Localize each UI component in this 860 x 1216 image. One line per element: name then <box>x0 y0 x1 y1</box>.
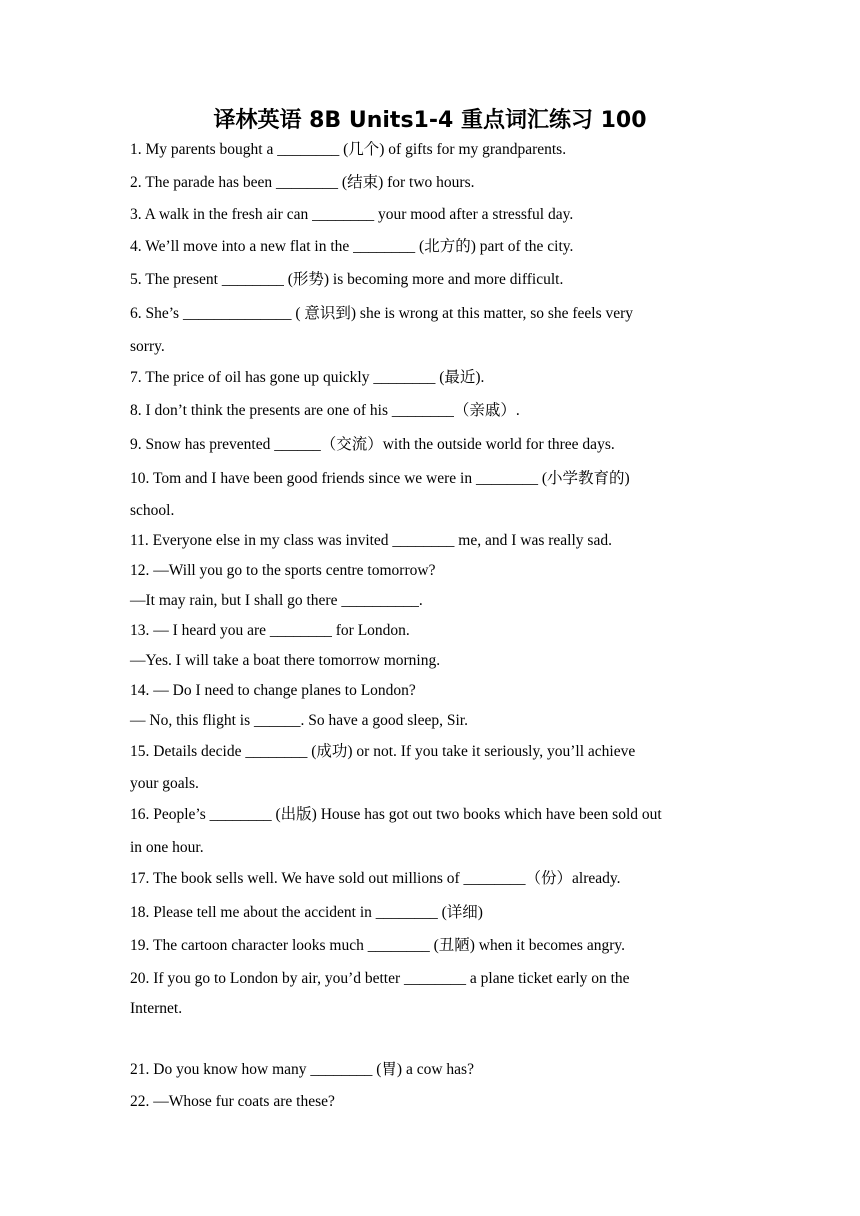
exercise-line: 14. — Do I need to change planes to London? <box>130 682 416 699</box>
exercise-line: 9. Snow has prevented ______（交流）with the outside world for three days. <box>130 436 615 453</box>
exercise-line: 11. Everyone else in my class was invited ________ me, and I was really sad. <box>130 532 612 549</box>
exercise-line: 17. The book sells well. We have sold out millions of ________（份）already. <box>130 870 621 887</box>
exercise-line: 2. The parade has been ________ (结束) for two hours. <box>130 174 475 191</box>
exercise-line: 10. Tom and I have been good friends since we were in ________ (小学教育的) <box>130 470 630 487</box>
exercise-line: 18. Please tell me about the accident in ________ (详细) <box>130 904 483 921</box>
exercise-line: — No, this flight is ______. So have a good sleep, Sir. <box>130 712 468 729</box>
exercise-line: 7. The price of oil has gone up quickly ________ (最近). <box>130 369 485 386</box>
exercise-line: 21. Do you know how many ________ (胃) a cow has? <box>130 1061 474 1078</box>
exercise-line: 8. I don’t think the presents are one of his ________（亲戚）. <box>130 402 520 419</box>
exercise-line: —It may rain, but I shall go there __________. <box>130 592 423 609</box>
exercise-line: 1. My parents bought a ________ (几个) of gifts for my grandparents. <box>130 141 567 158</box>
exercise-line: 6. She’s ______________ ( 意识到) she is wrong at this matter, so she feels very <box>130 305 634 322</box>
exercise-line: 5. The present ________ (形势) is becoming more and more difficult. <box>130 271 564 288</box>
exercise-line: 15. Details decide ________ (成功) or not. If you take it seriously, you’ll achieve <box>130 743 636 760</box>
exercise-line: 20. If you go to London by air, you’d better ________ a plane ticket early on the <box>130 970 630 987</box>
page-title: 译林英语 8B Units1-4 重点词汇练习 100 <box>213 108 647 133</box>
exercise-line: 3. A walk in the fresh air can ________ your mood after a stressful day. <box>130 206 574 223</box>
exercise-line: 13. — I heard you are ________ for London. <box>130 622 410 639</box>
exercise-line: school. <box>130 502 175 519</box>
exercise-line: in one hour. <box>130 839 204 856</box>
exercise-line: 16. People’s ________ (出版) House has got out two books which have been sold out <box>130 806 662 823</box>
exercise-line: 4. We’ll move into a new flat in the ________ (北方的) part of the city. <box>130 238 574 255</box>
exercise-line: sorry. <box>130 338 165 355</box>
exercise-line: —Yes. I will take a boat there tomorrow morning. <box>130 652 441 669</box>
exercise-line: 22. —Whose fur coats are these? <box>130 1093 335 1110</box>
exercise-line: 12. —Will you go to the sports centre tomorrow? <box>130 562 436 579</box>
exercise-line: 19. The cartoon character looks much ________ (丑陋) when it becomes angry. <box>130 937 625 954</box>
exercise-line: Internet. <box>130 1000 183 1017</box>
exercise-line: your goals. <box>130 775 199 792</box>
